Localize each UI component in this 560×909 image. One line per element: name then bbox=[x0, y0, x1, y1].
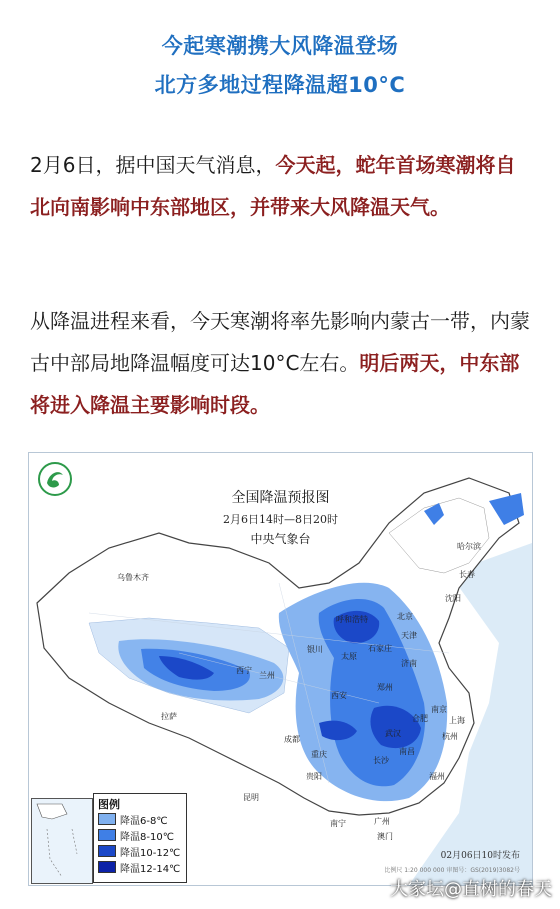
city-label: 西宁 bbox=[236, 666, 252, 675]
city-label: 哈尔滨 bbox=[457, 542, 481, 551]
legend-title: 图例 bbox=[98, 798, 120, 811]
legend-swatch bbox=[98, 813, 116, 825]
city-label: 郑州 bbox=[377, 683, 393, 692]
city-label: 西安 bbox=[331, 691, 347, 700]
city-label: 长沙 bbox=[373, 756, 389, 765]
city-label: 澳门 bbox=[377, 832, 393, 841]
city-label: 乌鲁木齐 bbox=[117, 573, 149, 582]
city-label: 兰州 bbox=[259, 671, 275, 680]
city-label: 天津 bbox=[401, 631, 417, 640]
map-publish-note: 02月06日10时发布 bbox=[440, 851, 520, 861]
city-label: 武汉 bbox=[385, 729, 401, 738]
city-label: 济南 bbox=[401, 659, 417, 668]
city-label: 太原 bbox=[341, 652, 357, 661]
city-label: 杭州 bbox=[442, 732, 458, 741]
south-china-sea-inset bbox=[31, 798, 93, 884]
legend-item bbox=[98, 860, 180, 874]
paragraph-2-emphasis: 明后两天，中东部将进入降温主要影响时段。 bbox=[30, 351, 520, 417]
city-label: 广州 bbox=[374, 817, 390, 826]
inset-map-graphic bbox=[32, 799, 92, 883]
legend-label: 降温10-12℃ bbox=[120, 847, 181, 859]
paragraph-2-text: 从降温进程来看，今天寒潮将率先影响内蒙古一带，内蒙古中部局地降温幅度可达10°C左右。 bbox=[30, 309, 530, 375]
city-label: 银川 bbox=[307, 645, 323, 654]
legend-label: 降温8-10℃ bbox=[120, 831, 174, 843]
legend-swatch bbox=[98, 845, 116, 857]
map-title: 全国降温预报图 bbox=[231, 490, 330, 506]
legend-label: 降温12-14℃ bbox=[120, 863, 181, 875]
city-label: 拉萨 bbox=[161, 712, 177, 721]
city-label: 上海 bbox=[449, 716, 465, 725]
city-label: 合肥 bbox=[412, 714, 428, 723]
legend-item bbox=[98, 812, 168, 826]
headline-line-2: 北方多地过程降温超10°C bbox=[154, 73, 406, 97]
legend-label: 降温6-8℃ bbox=[120, 815, 168, 827]
city-label: 石家庄 bbox=[368, 644, 392, 653]
city-label: 贵阳 bbox=[306, 772, 322, 781]
legend-swatch bbox=[98, 861, 116, 873]
city-label: 南宁 bbox=[330, 819, 346, 828]
cooling-forecast-map bbox=[28, 452, 533, 886]
legend-swatch bbox=[98, 829, 116, 841]
map-organization: 中央气象台 bbox=[250, 532, 311, 546]
paragraph-1 bbox=[30, 144, 535, 228]
legend-item bbox=[98, 828, 174, 842]
legend-item bbox=[98, 844, 180, 858]
city-label: 重庆 bbox=[311, 750, 327, 759]
city-label: 福州 bbox=[429, 772, 445, 781]
city-label: 沈阳 bbox=[445, 594, 461, 603]
paragraph-1-text: 2月6日，据中国天气消息， bbox=[30, 153, 276, 177]
map-legend bbox=[93, 793, 187, 883]
city-label: 成都 bbox=[284, 735, 300, 744]
paragraph-1-emphasis: 今天起，蛇年首场寒潮将自北向南影响中东部地区，并带来大风降温天气。 bbox=[30, 153, 516, 219]
city-label: 南京 bbox=[431, 705, 447, 714]
city-label: 昆明 bbox=[243, 793, 259, 802]
city-label: 南昌 bbox=[399, 747, 415, 756]
paragraph-2 bbox=[30, 300, 535, 426]
city-label: 长春 bbox=[459, 570, 475, 579]
cma-logo-icon bbox=[37, 461, 73, 497]
city-label: 呼和浩特 bbox=[336, 615, 368, 624]
city-label: 北京 bbox=[397, 612, 413, 621]
forum-watermark: 大家坛@直树的春天 bbox=[390, 879, 552, 900]
map-date-range: 2月6日14时—8日20时 bbox=[223, 513, 338, 526]
headline-line-1: 今起寒潮携大风降温登场 bbox=[161, 34, 399, 58]
map-scale-note: 比例尺 1:20 000 000 审图号：GS(2019)3082号 bbox=[384, 867, 520, 874]
